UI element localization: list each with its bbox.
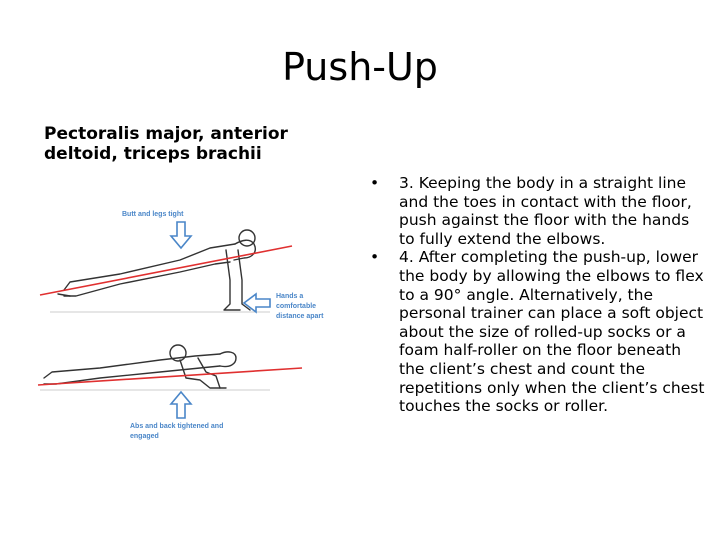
pushup-top-figure xyxy=(58,230,255,310)
bullet-list xyxy=(370,174,705,416)
bullet-dot: • xyxy=(370,174,380,192)
bullet-item xyxy=(370,174,705,248)
arrow-down-icon xyxy=(171,222,191,248)
pushup-figure xyxy=(30,200,340,460)
slide-title: Push-Up xyxy=(282,45,438,89)
bullet-item xyxy=(370,248,705,415)
bullet-text: 3. Keeping the body in a straight line and the toes in contact with the floor, push against the floor with the hands to fully extend the elbows. xyxy=(399,174,692,248)
bullet-dot: • xyxy=(370,248,380,267)
bullet-text: 4. After completing the push-up, lower the body by allowing the elbows to flex to a 90° angle. Alternatively, the personal trainer can place a soft object about the size of rolled-up socks or a foam half-roller on the floor beneath the client’s chest and count the repetitions only when the client’s chest touches the socks or roller. xyxy=(399,248,705,416)
pushup-illustration xyxy=(30,200,340,460)
body-line-top xyxy=(40,246,292,295)
arrow-up-icon xyxy=(171,392,191,418)
pushup-bottom-figure xyxy=(44,345,236,388)
label-hands-distance: Hands a comfortable distance apart xyxy=(276,293,324,320)
label-butt-legs: Butt and legs tight xyxy=(122,211,184,218)
label-abs-back: Abs and back tightened and engaged xyxy=(130,423,224,440)
slide-subtitle: Pectoralis major, anterior deltoid, triceps brachii xyxy=(44,124,288,164)
